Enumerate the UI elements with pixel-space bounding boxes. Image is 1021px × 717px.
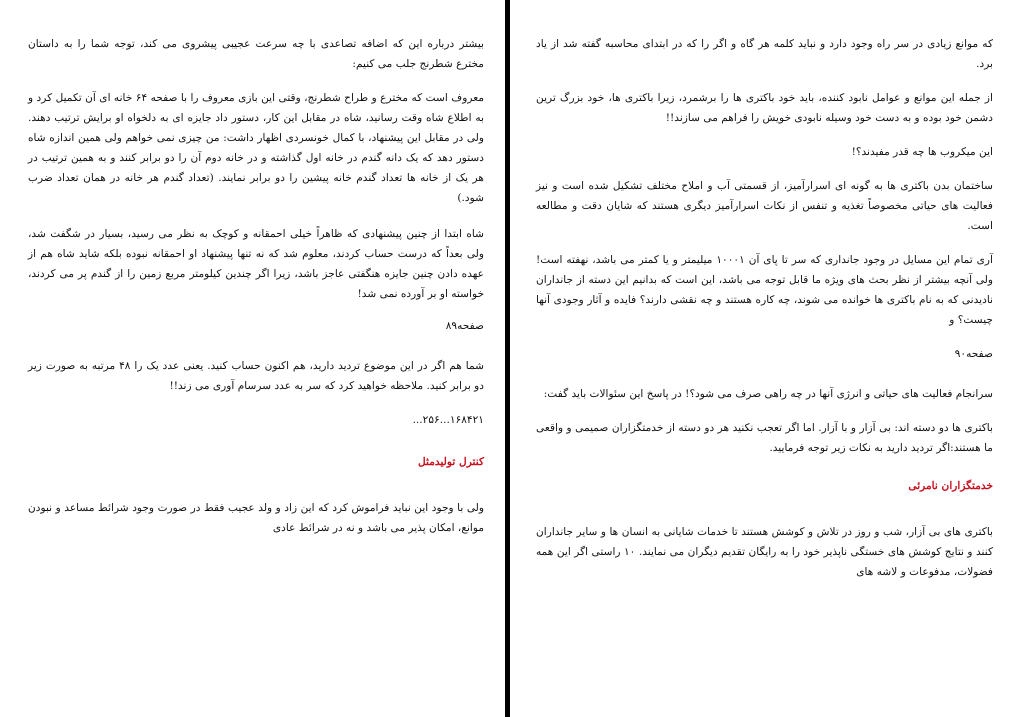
paragraph: شما هم اگر در این موضوع تردید دارید، هم اکنون حساب کنید. یعنی عدد یک را ۴۸ مرتبه به صورت زیر دو برابر کنید. ملاحظه خواهید کرد که سر به عدد سرسام آوری می زند!!	[28, 360, 484, 392]
page-divider	[505, 0, 510, 717]
left-page	[0, 0, 506, 717]
section-heading: خدمتگزاران نامرئی	[908, 480, 993, 492]
page-number: صفحه۸۹	[445, 320, 484, 332]
paragraph: از جمله این موانع و عوامل نابود کننده، باید خود باکتری ها را برشمرد، زیرا باکتری ها، خود بزرگ ترین دشمن خود بوده و به دست خود وسیله نابودی خویش را فراهم می سازند!!	[536, 92, 993, 124]
paragraph: معروف است که مخترع و طراح شطرنج، وقتی این بازی معروف را با صفحه ۶۴ خانه ای آن تکمیل کرد و به اطلاع شاه وقت رسانید، شاه در مقابل این کار، دستور داد جایزه ای به دلخواه او برایش ترتیب دهند. ولی در مقابل این پیشنهاد، با کمال خونسردی اظهار داشت: من چیزی نمی خواهم ولی همین اندازه شاه دستور دهد که یک دانه گندم در خانه اول گذاشته و در خانه دوم آن را دو برابر کنند و به همین ترتیب در هر یک از خانه ها تعداد گندم خانه پیشین را دو برابر نمایند. (تعداد گندم هر خانه در همان تعداد ضرب شود.)	[28, 92, 485, 204]
paragraph: باکتری های بی آزار، شب و روز در تلاش و کوشش هستند تا خدمات شایانی به انسان ها و سایر جانداران کنند و نتایج کوشش های خستگی ناپذیر خود را به رایگان تقدیم دیگران می نمایند. ۱۰ راستی اگر این همه فضولات، مدفوعات و لاشه های	[536, 526, 993, 578]
paragraph: این میکروب ها چه قدر مفیدند؟!	[851, 146, 993, 158]
paragraph: آری تمام این مسایل در وجود جانداری که سر تا پای آن ۱۰۰۰۱ میلیمتر و یا کمتر می باشد، نهفته است! ولی آنچه بیشتر از نظر بحث های ویژه ما قابل توجه می باشد، این است که بدانیم این دسته از جانداران نادیدنی که به نام باکتری ها خوانده می شوند، چه کاره هستند و چه نقشی دارند؟ فایده و آثار وجودی آنها چیست؟ و	[536, 254, 993, 326]
paragraph: که موانع زیادی در سر راه وجود دارد و نباید کلمه هر گاه و اگر را که در ابتدای محاسبه گفته شد از یاد برد.	[536, 38, 993, 70]
paragraph: ولی با وجود این نباید فراموش کرد که این زاد و ولد عجیب فقط در صورت وجود شرائط مساعد و نبودن موانع، امکان پذیر می باشد و نه در شرائط عادی	[28, 502, 484, 534]
right-page	[514, 0, 1021, 717]
paragraph: ساختمان بدن باکتری ها به گونه ای اسرارآمیز، از قسمتی آب و املاح مختلف تشکیل شده است و نیز فعالیت های حیاتی مخصوصاً تغذیه و تنفس از نکات اسرارآمیز دیگری هستند که شایان دقت و مطالعه است.	[536, 180, 993, 232]
paragraph: شاه ابتدا از چنین پیشنهادی که ظاهراً خیلی احمقانه و کوچک به نظر می رسید، بسیار در شگفت شد، ولی بعداً که درست حساب کردند، معلوم شد که نه تنها پیشنهاد او احمقانه نبوده بلکه شاید شاه هم از عهده دادن چنین جایزه هنگفتی عاجز باشد، زیرا اگر چندین کیلومتر مربع زمین را از گندم پر می کردند، خواسته او بر آورده نمی شد!	[28, 228, 484, 300]
number-sequence: ۱۶۸۴۲۱...۲۵۶...	[412, 414, 484, 426]
page-number: صفحه۹۰	[954, 348, 993, 360]
paragraph: بیشتر درباره این که اضافه تصاعدی با چه سرعت عجیبی پیشروی می کند، توجه شما را به داستان مخترع شطرنج جلب می کنیم:	[28, 38, 484, 70]
paragraph: باکتری ها دو دسته اند: بی آزار و با آزار. اما اگر تعجب نکنید هر دو دسته از خدمتگزاران صمیمی و واقعی ما هستند:اگر تردید دارید به نکات زیر توجه فرمایید.	[536, 422, 993, 454]
section-heading: کنترل تولیدمثل	[418, 456, 484, 468]
paragraph: سرانجام فعالیت های حیاتی و انرژی آنها در چه راهی صرف می شود؟! در پاسخ این سئوالات باید گفت:	[543, 388, 993, 400]
